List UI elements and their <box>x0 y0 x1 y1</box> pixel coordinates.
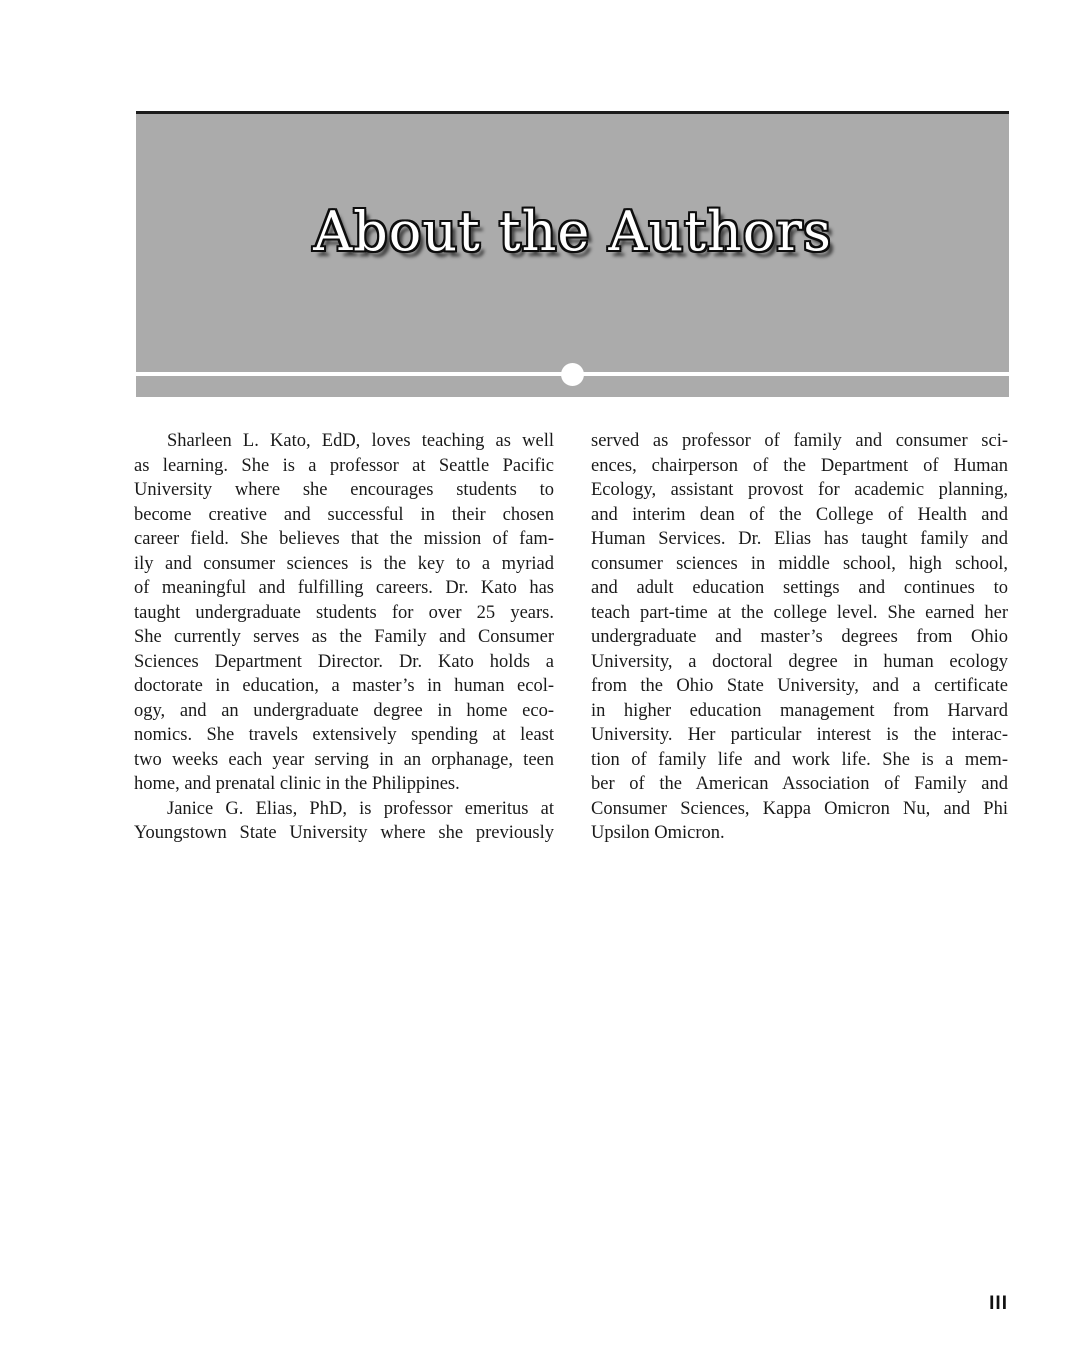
chapter-banner <box>136 111 1009 397</box>
text-line: career field. She believes that the mission of fam- <box>134 529 554 549</box>
text-line: tion of family life and work life. She is a mem- <box>591 749 1008 770</box>
text-line: ber of the American Association of Family and <box>591 774 1008 794</box>
text-line: become creative and successful in their chosen <box>134 504 554 525</box>
right-column <box>591 429 1008 846</box>
text-line: Consumer Sciences, Kappa Omicron Nu, and Phi <box>591 798 1008 819</box>
chapter-title: About the Authors <box>313 200 832 263</box>
text-line: Human Services. Dr. Elias has taught family and <box>591 529 1008 549</box>
text-line: doctorate in education, a master’s in human ecol- <box>134 676 554 696</box>
text-line: of meaningful and fulfilling careers. Dr. Kato has <box>134 578 554 598</box>
text-line: Youngstown State University where she previously <box>134 823 554 843</box>
text-line: ily and consumer sciences is the key to a myriad <box>134 553 554 574</box>
text-line: Ecology, assistant provost for academic planning, <box>591 480 1008 500</box>
text-line: home, and prenatal clinic in the Philippines. <box>134 774 460 794</box>
text-line: nomics. She travels extensively spending at least <box>134 725 554 745</box>
author-bio-columns <box>134 429 1008 846</box>
text-line: consumer sciences in middle school, high school, <box>591 553 1008 574</box>
text-line: teach part-time at the college level. She earned her <box>591 602 1008 623</box>
text-line: University. Her particular interest is the interac- <box>591 725 1008 745</box>
left-column <box>134 429 554 846</box>
text-line: University where she encourages students to <box>134 480 554 500</box>
text-line: undergraduate and master’s degrees from Ohio <box>591 627 1008 647</box>
page-number: III <box>989 1293 1008 1314</box>
text-line: Upsilon Omicron. <box>591 823 725 843</box>
text-line: Janice G. Elias, PhD, is professor emeritus at <box>167 798 554 819</box>
divider-dot <box>561 363 584 386</box>
text-line: and adult education settings and continues to <box>591 578 1008 598</box>
text-line: served as professor of family and consumer sci- <box>591 431 1008 451</box>
text-line: two weeks each year serving in an orphanage, teen <box>134 749 554 770</box>
text-line: Sciences Department Director. Dr. Kato holds a <box>134 651 554 672</box>
text-line: University, a doctoral degree in human ecology <box>591 651 1008 672</box>
text-line: and interim dean of the College of Health and <box>591 504 1008 525</box>
text-line: She currently serves as the Family and Consumer <box>134 627 554 647</box>
text-line: Sharleen L. Kato, EdD, loves teaching as well <box>167 431 554 451</box>
text-line: taught undergraduate students for over 25 years. <box>134 602 554 623</box>
text-line: ogy, and an undergraduate degree in home eco- <box>134 700 554 721</box>
text-line: from the Ohio State University, and a certificate <box>591 676 1008 696</box>
text-line: as learning. She is a professor at Seattle Pacific <box>134 455 554 476</box>
text-line: ences, chairperson of the Department of Human <box>591 455 1008 476</box>
text-line: in higher education management from Harvard <box>591 700 1008 721</box>
